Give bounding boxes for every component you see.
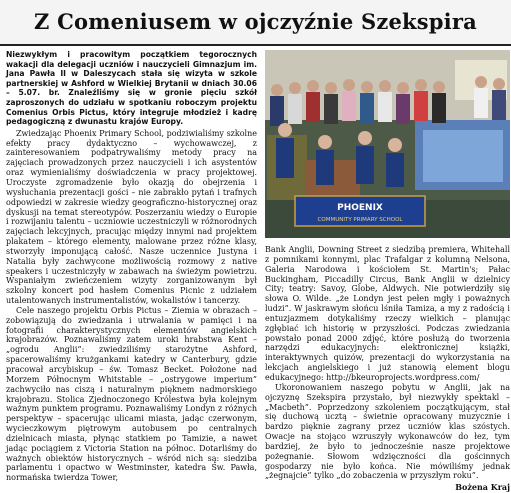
- article-lead: Niezwykłym i pracowitym początkiem tegorocznych wakacji dla delegacji uczniów i nauczycieli Gimnazjum im. Jana Pawła II w Daleszycach stała się wizyta w szkole partnerskiej w Ashford w Wielkiej Brytanii w dniach 30.06 – 5.07. br. Znaleźliśmy się w gronie pięciu szkół zaproszonych do udziału w spotkaniu roboczym projektu Comenius Orbis Pictus, który integruje młodzież i kadrę pedagogiczną z dwunastu krajów Europy.: [6, 50, 257, 127]
- group-photo: [265, 50, 510, 238]
- author-signature: Bożena Kraj: [455, 482, 510, 493]
- paragraph: Cele naszego projektu Orbis Pictus – Ziemia w obrazach – zobowiązują do zwiedzania i utrwalania w pamięci i na fotografii charakterystycznych elementów angielskich krajobrazów. Poznawaliśmy zatem uroki hrabstwa Kent – „ogrodu Anglii”: zwiedziliśmy starożytne Ashford, spacerowaliśmy krużgankami katedry w Canterbury, gdzie pracował arcybiskup – św. Tomasz Becket. Położone nad Morzem Północnym Whitstable – „ostrygowe imperium” zachwyciło nas ciszą i naturalnym pięknem nadmorskiego krajobrazu. Stolica Zjednoczonego Królestwa była kolejnym ważnym punktem programu. Poznawaliśmy Londyn z różnych perspektyw – spacerując ulicami miasta, jadąc czerwonym, wycieczkowym piętrowym autobusem po centralnych dzielnicach miasta, płynąc statkiem po Tamizie, a nawet jadąc pociągiem z Victoria Station na północ. Dotarliśmy do ważnych obiektów historycznych – wśród nich są: siedziba parlamentu i opactwo w Westminster, katedra Św. Pawła, normańska twierdza Tower,: [6, 305, 257, 483]
- paragraph: Bank Anglii, Downing Street z siedzibą premiera, Whitehall z pomnikami konnymi, plac Trafalgar z kolumną Nelsona, Galeria Narodowa i kościołem St. Martin's; Pałac Buckingham, Piccadilly Circus, Bank Anglii w dzielnicy City; teatry: Savoy, Globe, Aldwych. Nie potwierdziły się słowa O. Wilde. „że Londyn jest pełen mgły i poważnych ludzi”. W jaskrawym słońcu lśniła Tamiza, a my z radością i entuzjazmem dotykaliśmy rzeczy wielkich – planując zgłębiać ich historię w przyszłości. Podczas zwiedzania powstało ponad 2000 zdjęć, które posłużą do tworzenia narzędzi edukacyjnych: elektronicznej książki, interaktywnych quizów, prezentacji do wykorzystania na lekcjach angielskiego i już stanowią element blogu edukacyjnego: http://bkeuroprojects.wordpress.com/: [265, 245, 510, 382]
- paragraph: Ukoronowaniem naszego pobytu w Anglii, jak na ojczyznę Szekspira przystało, był niezwykły spektakl – „Macbeth”. Poprzedzony szkoleniem początkującym, stał się duchową ucztą – świetnie opracowany muzycznie i bardzo pięknie zagrany przez uczniów klas szóstych. Owacje na stojąco wzruszyły wykonawców do łez, tym bardziej, że było to jednocześnie nasze projektowe pożegnanie. Słowom wdzięczności dla gościnnych gospodarzy nie było końca. Nie mówiliśmy jednak „żegnajcie” tylko „do zobaczenia w przyszłym roku”.: [265, 382, 510, 481]
- right-column: [265, 245, 510, 493]
- svg-text:COMMUNITY PRIMARY SCHOOL: COMMUNITY PRIMARY SCHOOL: [317, 217, 403, 223]
- paragraph: Zwiedzając Phoenix Primary School, podziwialiśmy szkolne efekty pracy dydaktyczno – wychowawczej, z zainteresowaniem podpatrywaliśmy metody pracy na zajęciach prowadzonych przez nauczycieli i ich asystentów oraz wymienialiśmy doświadczenia w pracy projektowej. Uroczyste zgromadzenie było okazją do obejrzenia i wysłuchania prezentacji gości – nie zabrakło pytań i trafnych odpowiedzi w zakresie wiedzy geograficzno-historycznej oraz dyskusji na temat stereotypów. Poszerzaniu wiedzy o Europie i rozwijaniu talentu – uczniowie uczestniczyli w różnorodnych zajęciach lekcyjnych, pracując między innymi nad projektem plakatem – którego elementy, malowane przez różne klasy, stworzyły imponującą całość. Nasze uczennice Justyna i Natalia były zachwycone możliwością rozmowy z native speakers i uczestniczyły w zabawach na świeżym powietrzu. Wspaniałym zwieńczeniem wizyty zorganizowanym był szkolny koncert pod hasłem Comenius Picnic z udziałem utalentowanych instrumentalistów, wokalistów i tancerzy.: [6, 128, 257, 306]
- left-column: [6, 50, 257, 483]
- article-title: Z Comeniusem w ojczyźnie Szekspira: [0, 0, 511, 46]
- svg-text:PHOENIX: PHOENIX: [337, 203, 383, 213]
